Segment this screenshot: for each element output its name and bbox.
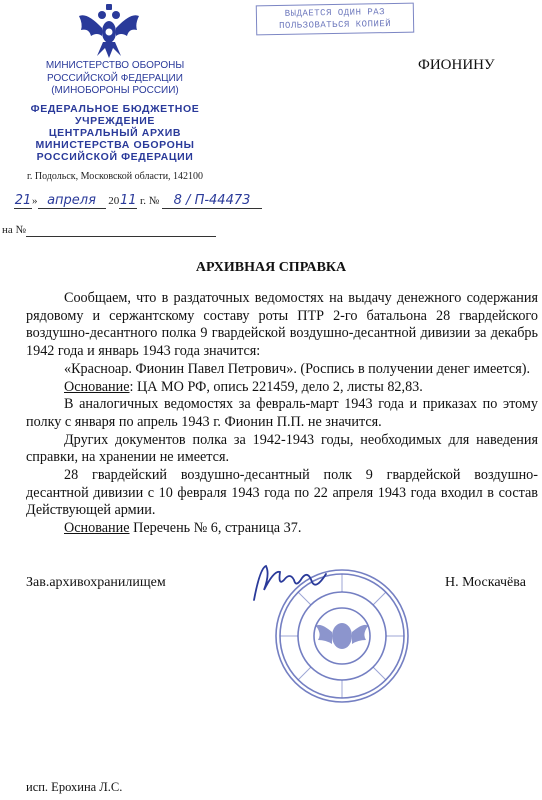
ref-number: 8 / П-44473	[162, 193, 262, 209]
ref-year-prefix: 20	[108, 195, 120, 207]
institution-line: ЦЕНТРАЛЬНЫЙ АРХИВ	[48, 127, 182, 139]
issue-stamp	[256, 3, 414, 36]
ministry-line: МИНИСТЕРСТВО ОБОРОНЫ	[45, 60, 185, 71]
ref-year-suffix: г. №	[140, 195, 160, 207]
signatory-position: Зав.архивохранилищем	[26, 575, 166, 590]
address: г. Подольск, Московской области, 142100	[26, 171, 204, 182]
na-label: на №	[2, 224, 27, 236]
body-paragraph	[26, 520, 538, 538]
body-paragraph: «Красноар. Фионин Павел Петрович». (Роспись в получении денег имеется).	[64, 360, 531, 377]
body-paragraph: Сообщаем, что в раздаточных ведомостях на выдачу денежного содержания рядовому и сержантскому составу роты ПТР 2-го батальона 28 гвардейского воздушно-десантного полка 9 гвардейской воздушно-десантной дивизии за декабрь 1942 года и январь 1943 года значится:	[26, 290, 538, 360]
body-paragraph: 28 гвардейский воздушно-десантный полк 9 гвардейской воздушно-десантной дивизии с 10 февраля 1943 года по 22 апреля 1943 года входил в состав Действующей армии.	[26, 467, 538, 519]
stamp-line: ВЫДАЕТСЯ ОДИН РАЗ	[284, 7, 386, 19]
ministry-name	[40, 60, 190, 98]
eagle-emblem-icon	[77, 2, 141, 60]
institution-line: ФЕДЕРАЛЬНОЕ БЮДЖЕТНОЕ	[30, 103, 200, 115]
ref-year: 11	[119, 193, 137, 208]
ministry-line: РОССИЙСКОЙ ФЕДЕРАЦИИ	[47, 72, 183, 84]
basis-text: Перечень № 6, страница 37.	[129, 520, 302, 537]
recipient: ФИОНИНУ	[418, 57, 495, 73]
body-paragraph	[26, 379, 538, 397]
ref-day: 21	[14, 193, 32, 208]
signature-icon	[250, 560, 330, 605]
body-paragraph: В аналогичных ведомостях за февраль-март 1943 года и приказах по этому полку с января по апрель 1943 г. Фионин П.П. не значится.	[26, 396, 538, 430]
reference-line: 21» апреля 2011 г. № 8 / П-44473	[14, 193, 262, 209]
document-title: АРХИВНАЯ СПРАВКА	[195, 260, 347, 275]
ref-month: апреля	[38, 193, 106, 209]
basis-label: Основание	[64, 378, 130, 395]
institution-line: РОССИЙСКОЙ ФЕДЕРАЦИИ	[36, 151, 194, 163]
institution-line: УЧРЕЖДЕНИЕ	[74, 115, 156, 127]
ministry-line: (МИНОБОРОНЫ РОССИИ)	[51, 85, 179, 96]
executor: исп. Ерохина Л.С.	[26, 780, 123, 794]
institution-line: МИНИСТЕРСТВА ОБОРОНЫ	[35, 139, 195, 151]
incoming-ref-line	[2, 224, 216, 237]
basis-text: : ЦА МО РФ, опись 221459, дело 2, листы 82,83.	[129, 378, 423, 395]
institution-name	[30, 103, 200, 163]
basis-label: Основание	[64, 520, 130, 537]
signatory-name: Н. Москачёва	[445, 575, 526, 590]
body-paragraph: Других документов полка за 1942-1943 годы, необходимых для наведения справки, на хранении не имеется.	[26, 431, 538, 466]
stamp-line: ПОЛЬЗОВАТЬСЯ КОПИЕЙ	[278, 19, 392, 31]
document-body	[26, 290, 538, 538]
